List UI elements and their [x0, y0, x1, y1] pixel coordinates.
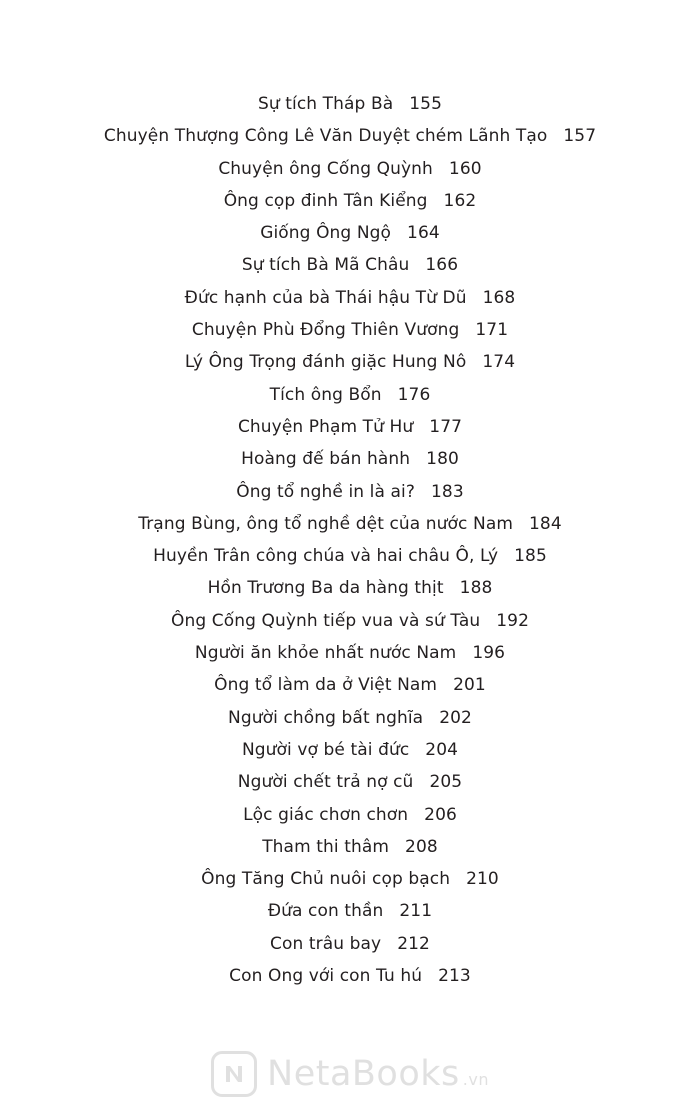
toc-entry-title: Người chết trả nợ cũ [237, 772, 414, 793]
toc-entry-title: Ông Cống Quỳnh tiếp vua và sứ Tàu [170, 610, 481, 631]
toc-entry-title: Ông tổ làm da ở Việt Nam [214, 675, 438, 696]
toc-entry-page: 204 [425, 739, 459, 760]
toc-entry[interactable] [0, 120, 700, 152]
toc-entry[interactable] [0, 153, 700, 185]
netabooks-logo-icon [211, 1051, 257, 1097]
toc-entry-page: 174 [482, 352, 516, 373]
watermark-suffix: .vn [462, 1070, 489, 1089]
toc-entry-page: 160 [448, 158, 482, 179]
toc-entry-title: Sự tích Bà Mã Châu [241, 255, 410, 276]
toc-entry[interactable] [0, 379, 700, 411]
watermark [0, 1051, 700, 1097]
toc-entry-page: 211 [399, 901, 433, 922]
toc-entry-page: 213 [438, 966, 471, 987]
toc-entry-page: 206 [424, 804, 457, 825]
toc-entry[interactable] [0, 411, 700, 443]
toc-entry-title: Chuyện Phù Đổng Thiên Vương [191, 320, 460, 341]
toc-entry[interactable] [0, 637, 700, 669]
toc-entry-page: 192 [496, 610, 530, 631]
toc-entry-page: 176 [397, 384, 431, 405]
toc-entry-page: 155 [409, 94, 442, 114]
toc-entry[interactable] [0, 799, 700, 831]
toc-entry[interactable] [0, 734, 700, 766]
toc-entry-page: 185 [514, 546, 547, 567]
toc-entry-page: 162 [443, 190, 477, 211]
toc-entry-title: Người vợ bé tài đức [241, 739, 410, 760]
toc-entry[interactable] [0, 249, 700, 281]
toc-entry-title: Giống Ông Ngộ [260, 223, 392, 244]
toc-entry[interactable] [0, 895, 700, 927]
watermark-text [267, 1054, 489, 1094]
toc-entry-title: Chuyện ông Cống Quỳnh [218, 158, 433, 179]
toc-entry[interactable] [0, 508, 700, 540]
toc-entry[interactable] [0, 346, 700, 378]
toc-entry-title: Ông tổ nghề in là ai? [236, 481, 415, 502]
toc-entry[interactable] [0, 831, 700, 863]
toc-entry[interactable] [0, 928, 700, 960]
toc-entry-page: 184 [529, 513, 562, 534]
toc-entry[interactable] [0, 314, 700, 346]
toc-entry-page: 212 [397, 933, 430, 954]
toc-entry[interactable] [0, 476, 700, 508]
toc-entry-page: 180 [426, 449, 459, 470]
toc-entry-title: Lộc giác chơn chơn [243, 804, 409, 825]
watermark-name: NetaBooks [267, 1054, 460, 1094]
toc-entry-title: Ông Tăng Chủ nuôi cọp bạch [201, 869, 451, 890]
toc-entry[interactable] [0, 282, 700, 314]
toc-entry[interactable] [0, 702, 700, 734]
toc-entry-page: 205 [429, 772, 463, 793]
toc-entry[interactable] [0, 443, 700, 475]
toc-entry-title: Sự tích Tháp Bà [258, 94, 394, 114]
toc-entry[interactable] [0, 185, 700, 217]
toc-entry-page: 164 [407, 223, 440, 244]
table-of-contents [0, 88, 700, 992]
toc-entry-page: 188 [459, 578, 493, 599]
toc-entry-title: Trạng Bùng, ông tổ nghề dệt của nước Nam [138, 513, 514, 534]
toc-entry-page: 168 [482, 287, 516, 308]
toc-entry-page: 201 [453, 675, 486, 696]
toc-entry-page: 183 [430, 481, 464, 502]
toc-entry-title: Con trâu bay [270, 933, 382, 954]
toc-entry-title: Chuyện Phạm Tử Hư [237, 416, 414, 437]
toc-entry[interactable] [0, 540, 700, 572]
toc-entry[interactable] [0, 217, 700, 249]
toc-entry[interactable] [0, 605, 700, 637]
toc-entry[interactable] [0, 669, 700, 701]
toc-entry-page: 202 [439, 707, 472, 728]
toc-entry-page: 177 [429, 416, 463, 437]
toc-entry[interactable] [0, 863, 700, 895]
toc-entry-title: Tích ông Bổn [269, 384, 382, 405]
toc-entry-page: 208 [405, 836, 438, 857]
toc-entry-title: Người ăn khỏe nhất nước Nam [194, 643, 457, 664]
toc-entry[interactable] [0, 766, 700, 798]
toc-entry-title: Chuyện Thượng Công Lê Văn Duyệt chém Lãnh Tạo [103, 126, 548, 147]
toc-entry-page: 157 [563, 126, 597, 147]
toc-entry[interactable] [0, 572, 700, 604]
toc-entry-page: 196 [472, 643, 506, 664]
toc-entry-title: Hoàng đế bán hành [241, 449, 411, 470]
toc-entry-title: Tham thi thâm [262, 836, 390, 857]
toc-entry-page: 210 [466, 869, 499, 890]
toc-entry[interactable] [0, 88, 700, 120]
toc-entry-title: Đức hạnh của bà Thái hậu Từ Dũ [184, 287, 467, 308]
toc-entry-title: Lý Ông Trọng đánh giặc Hung Nô [184, 352, 467, 373]
toc-entry-title: Ông cọp đinh Tân Kiểng [223, 190, 428, 211]
toc-entry-title: Người chồng bất nghĩa [228, 707, 424, 728]
toc-entry-page: 171 [475, 320, 509, 341]
toc-entry-title: Đứa con thần [267, 901, 384, 922]
toc-entry-title: Huyền Trân công chúa và hai châu Ô, Lý [153, 546, 499, 567]
toc-entry[interactable] [0, 960, 700, 992]
toc-entry-title: Hồn Trương Ba da hàng thịt [207, 578, 444, 599]
toc-entry-page: 166 [425, 255, 459, 276]
toc-entry-title: Con Ong với con Tu hú [229, 966, 423, 987]
